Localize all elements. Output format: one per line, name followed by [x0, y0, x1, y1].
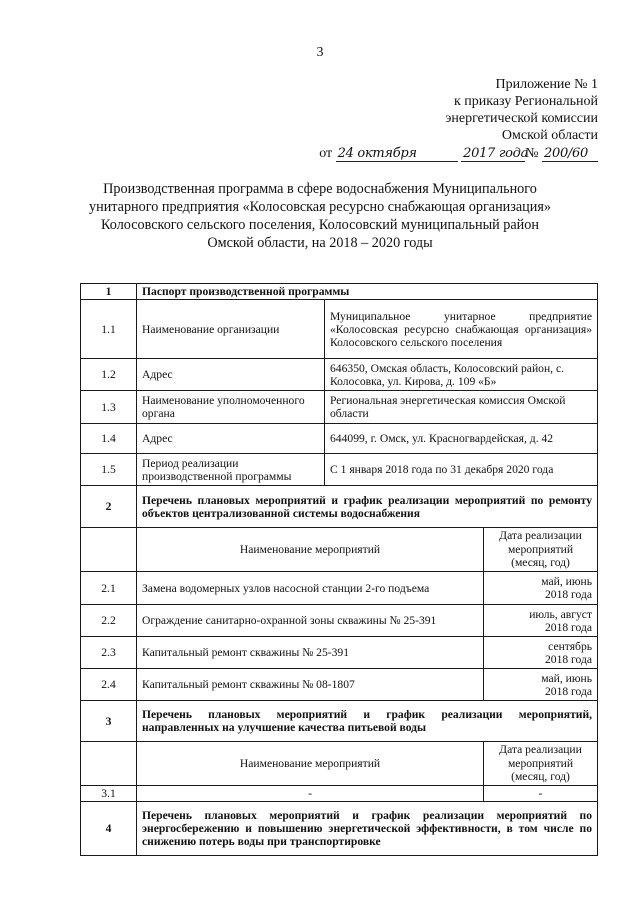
row-value: С 1 января 2018 года по 31 декабря 2020 года [325, 454, 598, 486]
activity-name: Ограждение санитарно-охранной зоны скважины № 25-391 [137, 605, 484, 637]
table-row [81, 802, 598, 856]
appendix-header [445, 76, 598, 144]
column-header-name: Наименование мероприятий [137, 742, 484, 786]
appendix-line: Омской области [501, 128, 598, 143]
empty-cell [81, 742, 137, 786]
section-title: Перечень плановых мероприятий и график реализации мероприятий по ремонту объектов централизованной системы водоснабжения [137, 486, 598, 528]
column-header-date: Дата реализации мероприятий (месяц, год) [484, 528, 598, 572]
activity-name: Капитальный ремонт скважины № 25-391 [137, 637, 484, 669]
row-label: Наименование уполномоченного органа [137, 391, 325, 424]
table-row [81, 701, 598, 742]
appendix-line: Приложение № 1 [495, 77, 598, 92]
row-label: Адрес [137, 424, 325, 454]
row-number: 2.1 [81, 572, 137, 605]
table-row [81, 486, 598, 528]
table-row [81, 786, 598, 802]
activity-date: сентябрь 2018 года [484, 637, 598, 669]
row-number: 2.4 [81, 669, 137, 701]
page-number: 3 [316, 45, 324, 60]
row-number: 1.1 [81, 300, 137, 359]
row-label: Период реализации производственной программы [137, 454, 325, 486]
row-number: 4 [81, 802, 137, 856]
activity-name: Капитальный ремонт скважины № 08-1807 [137, 669, 484, 701]
table-row [81, 284, 598, 300]
table-row [81, 637, 598, 669]
activity-name: Замена водомерных узлов насосной станции 2-го подъема [137, 572, 484, 605]
row-number: 1.2 [81, 359, 137, 391]
column-header-date: Дата реализации мероприятий (месяц, год) [484, 742, 598, 786]
row-label: Наименование организации [137, 300, 325, 359]
activity-name: - [137, 786, 484, 802]
table-row [81, 572, 598, 605]
table-row [81, 300, 598, 359]
row-value: Региональная энергетическая комиссия Омской области [325, 391, 598, 424]
order-date-line [319, 146, 598, 162]
section-title: Паспорт производственной программы [137, 284, 598, 300]
row-value: 644099, г. Омск, ул. Красногвардейская, д. 42 [325, 424, 598, 454]
activity-date: июль, август 2018 года [484, 605, 598, 637]
section-title: Перечень плановых мероприятий и график реализации мероприятий по энергосбережению и повышению энергетической эффективности, в том числе по снижению потерь воды при транспортировке [137, 802, 598, 856]
appendix-line: к приказу Региональной [453, 94, 598, 109]
table-row [81, 528, 598, 572]
handwritten-date: 24 октября [336, 146, 458, 162]
row-value: Муниципальное унитарное предприятие «Колосовская ресурсно снабжающая организация» Колосовского сельского поселения [325, 300, 598, 359]
table-row [81, 454, 598, 486]
row-number: 1.5 [81, 454, 137, 486]
handwritten-year: 2017 года [463, 146, 529, 161]
row-label: Адрес [137, 359, 325, 391]
table-row [81, 742, 598, 786]
section-title: Перечень плановых мероприятий и график реализации мероприятий, направленных на улучшение качества питьевой воды [137, 701, 598, 742]
order-prefix: от [319, 146, 333, 161]
table-row [81, 359, 598, 391]
activity-date: май, июнь 2018 года [484, 572, 598, 605]
title-line: унитарного предприятия «Колосовская ресурсно снабжающая организация» [89, 199, 551, 215]
number-prefix: № [525, 146, 539, 161]
program-table [80, 283, 598, 856]
appendix-line: энергетической комиссии [445, 111, 598, 126]
row-number: 3 [81, 701, 137, 742]
row-number: 2.2 [81, 605, 137, 637]
empty-cell [81, 528, 137, 572]
activity-date: - [484, 786, 598, 802]
table-row [81, 669, 598, 701]
table-row [81, 424, 598, 454]
row-number: 2.3 [81, 637, 137, 669]
row-number: 2 [81, 486, 137, 528]
title-line: Колосовского сельского поселения, Колосовский муниципальный район [101, 217, 539, 233]
table-row [81, 391, 598, 424]
row-number: 1 [81, 284, 137, 300]
activity-date: май, июнь 2018 года [484, 669, 598, 701]
handwritten-number: 200/60 [542, 146, 598, 162]
column-header-name: Наименование мероприятий [137, 528, 484, 572]
row-number: 3.1 [81, 786, 137, 802]
row-number: 1.3 [81, 391, 137, 424]
title-line: Омской области, на 2018 – 2020 годы [207, 235, 433, 251]
row-number: 1.4 [81, 424, 137, 454]
document-title [80, 180, 560, 252]
row-value: 646350, Омская область, Колосовский район, с. Колосовка, ул. Кирова, д. 109 «Б» [325, 359, 598, 391]
table-row [81, 605, 598, 637]
title-line: Производственная программа в сфере водоснабжения Муниципального [103, 181, 537, 197]
